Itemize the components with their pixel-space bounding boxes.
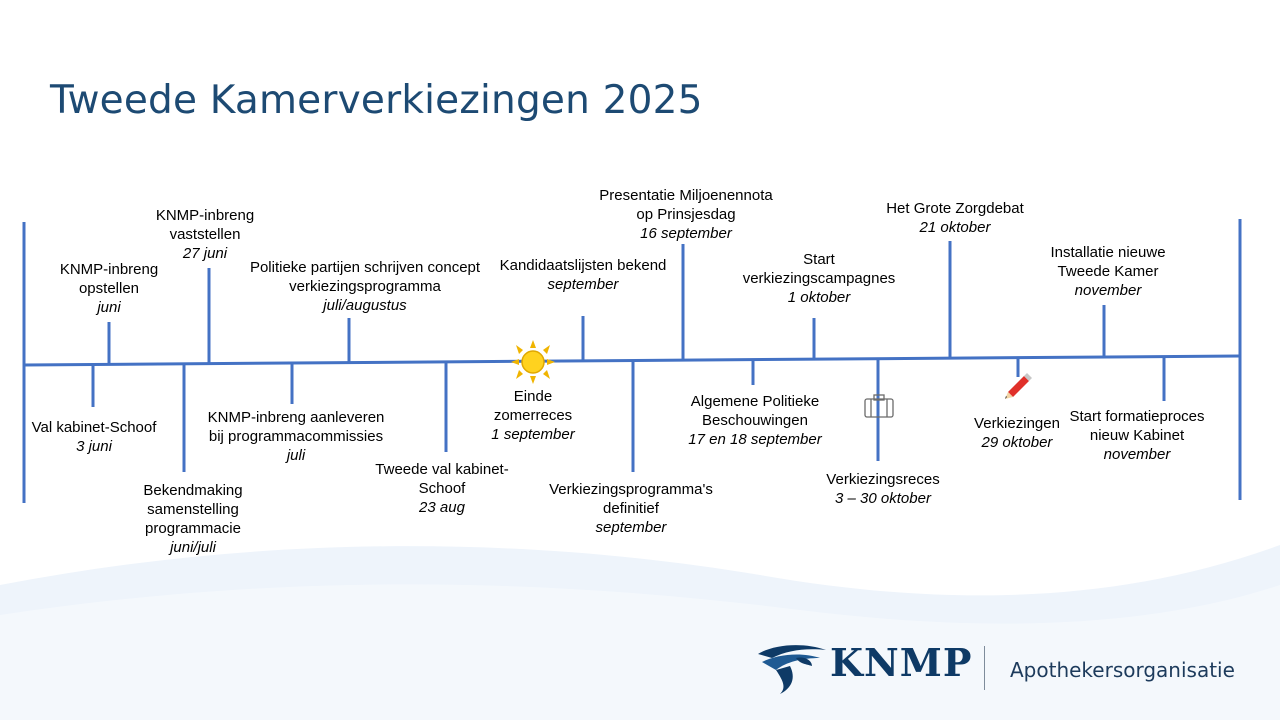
sun-icon <box>507 340 559 384</box>
logo-wordmark: KNMP <box>830 640 973 685</box>
event-programma-definitief: Verkiezingsprogramma's definitief september <box>549 481 713 536</box>
suitcase-icon <box>864 394 894 418</box>
knmp-logo-mark <box>756 636 828 694</box>
event-partijen-concept: Politieke partijen schrijven concept verkiezingsprogramma juli/augustus <box>249 259 481 314</box>
event-knmp-inbreng-vaststellen: KNMP-inbreng vaststellen 27 juni <box>155 207 255 262</box>
event-knmp-aanleveren: KNMP-inbreng aanleveren bij programmacommissies juli <box>207 409 385 464</box>
event-date: 23 aug <box>419 499 465 516</box>
event-date: juli <box>286 447 306 464</box>
event-date: september <box>595 519 667 536</box>
page-title: Tweede Kamerverkiezingen 2025 <box>50 78 703 123</box>
event-date: 27 juni <box>182 245 228 262</box>
event-formatieproces: Start formatieproces nieuw Kabinet november <box>1069 408 1205 463</box>
event-verkiezingen: Verkiezingen 29 oktober <box>974 415 1060 451</box>
event-kandidaatslijsten: Kandidaatslijsten bekend september <box>499 257 667 293</box>
event-date: 16 september <box>640 225 732 242</box>
event-installatie-kamer: Installatie nieuwe Tweede Kamer november <box>1050 244 1166 299</box>
event-date: 17 en 18 september <box>688 431 822 448</box>
event-date: 3 juni <box>76 438 112 455</box>
event-verkiezingsreces: Verkiezingsreces 3 – 30 oktober <box>826 471 940 507</box>
event-date: november <box>1074 282 1142 299</box>
knmp-logo <box>756 630 1236 696</box>
event-val-kabinet: Val kabinet-Schoof 3 juni <box>31 419 157 455</box>
event-date: 1 september <box>491 426 575 443</box>
event-miljoenennota: Presentatie Miljoenennota op Prinsjesdag 16 september <box>599 187 773 242</box>
event-algemene-beschouwingen: Algemene Politieke Beschouwingen 17 en 18 september <box>688 393 822 448</box>
event-date: 3 – 30 oktober <box>835 490 931 507</box>
event-date: juli/augustus <box>323 297 407 314</box>
event-zomerreces: Einde zomerreces 1 september <box>491 388 575 443</box>
event-date: 21 oktober <box>919 219 991 236</box>
event-knmp-inbreng-opstellen: KNMP-inbreng opstellen juni <box>59 261 159 316</box>
event-date: november <box>1103 446 1171 463</box>
event-date: juni <box>97 299 121 316</box>
logo-subtitle: Apothekersorganisatie <box>1010 658 1235 682</box>
event-date: 1 oktober <box>787 289 851 306</box>
event-verkiezingscampagnes: Start verkiezingscampagnes 1 oktober <box>742 251 896 306</box>
event-date: juni/juli <box>170 539 216 556</box>
event-programmacommissie: Bekendmaking samenstelling programmacie juni/juli <box>143 482 243 556</box>
logo-divider <box>984 646 985 690</box>
event-zorgdebat: Het Grote Zorgdebat 21 oktober <box>886 200 1024 236</box>
event-date: 29 oktober <box>981 434 1053 451</box>
event-tweede-val: Tweede val kabinet- Schoof 23 aug <box>375 461 509 516</box>
event-date: september <box>547 276 619 293</box>
pencil-icon <box>1003 372 1033 400</box>
